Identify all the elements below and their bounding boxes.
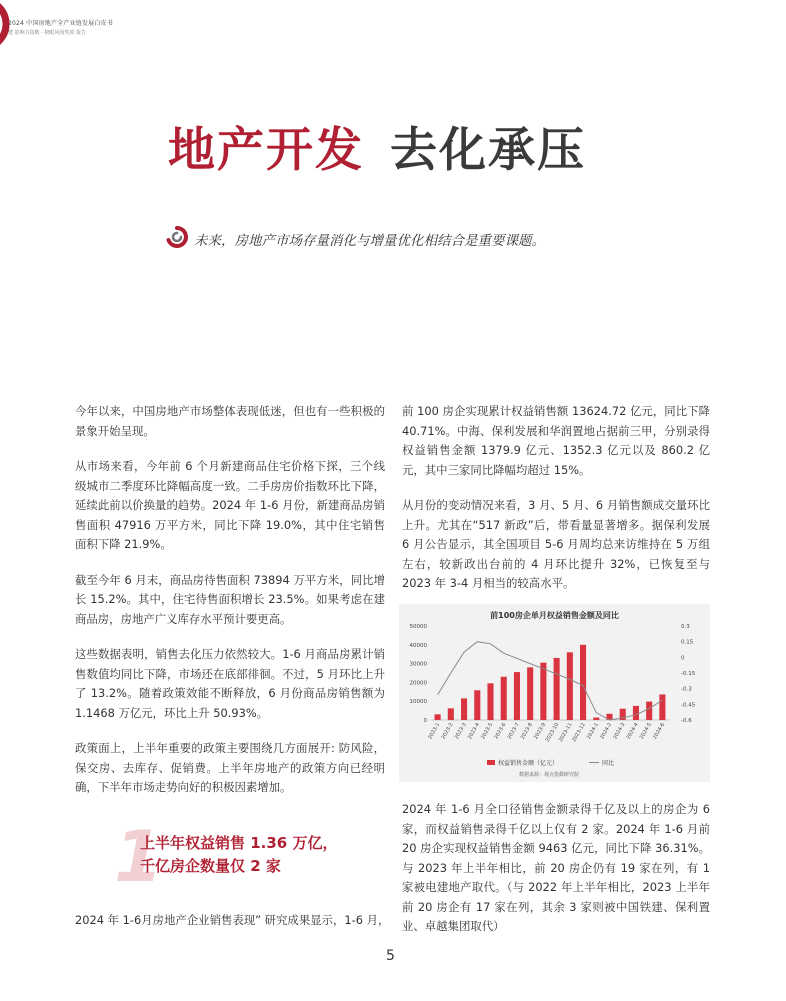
right-column-top: [402, 402, 710, 610]
x-tick-label: 2024-2: [599, 722, 614, 741]
x-tick-label: 2023-10: [544, 722, 561, 744]
y2-tick-label: 0.3: [681, 624, 690, 630]
paragraph: 政策面上，上半年重要的政策主要围绕几方面展开: 防风险，保交房、去库存、促销费。上半年房地产的政策方向已经明确，下半年市场走势向好的积极因素增加。: [75, 741, 385, 794]
x-tick-label: 2023-1: [427, 722, 442, 741]
chart-source: 数据来源：观点指数研究院: [518, 772, 580, 778]
header-report-subtitle: 暨 影响力指数 · 榜眼风尚奖项 报告: [8, 30, 86, 36]
paragraph: 今年以来，中国房地产市场整体表现低迷，但也有一些积极的景象开始呈现。: [75, 404, 385, 438]
bar: [554, 658, 560, 720]
page-title-part1: 地产开发: [168, 123, 364, 178]
x-tick-label: 2023-2: [440, 722, 455, 741]
y2-tick-label: 0.15: [681, 639, 694, 646]
legend-line-label: 同比: [602, 760, 615, 767]
y2-tick-label: -0.15: [681, 671, 696, 677]
left-column: [75, 402, 385, 814]
x-tick-label: 2024-3: [612, 722, 627, 741]
legend-bar-swatch: [487, 760, 495, 765]
x-tick-label: 2024-4: [625, 722, 640, 741]
bar: [659, 694, 665, 720]
bar: [474, 690, 480, 720]
x-tick-label: 2024-1: [585, 722, 601, 741]
y-tick-label: 0: [423, 718, 427, 724]
section-heading-line2: 千亿房企数量仅 2 家: [140, 857, 281, 875]
x-tick-label: 2023-5: [480, 722, 495, 741]
sales-chart-panel: [399, 604, 710, 782]
paragraph: 前 100 房企实现累计权益销售额 13624.72 亿元，同比下降 40.71%。中海、保利发展和华润置地占据前三甲，分别录得权益销售金额 1379.9 亿元、1352.3 亿元以及 860.2 亿元，其中三家同比降幅均超过 15%。: [402, 404, 710, 477]
legend-bar-label: 权益销售金额（亿元）: [498, 760, 559, 767]
x-tick-label: 2023-6: [493, 722, 508, 741]
x-tick-label: 2024-5: [638, 722, 653, 741]
x-tick-label: 2024-6: [652, 722, 667, 741]
y-tick-label: 20000: [409, 680, 427, 687]
bar: [646, 702, 652, 720]
section-number: 1: [114, 816, 163, 898]
section-heading: [140, 832, 337, 878]
paragraph: 截至今年 6 月末，商品房待售面积 73894 万平方米，同比增长 15.2%。其中，住宅待售面积增长 23.5%。如果考虑在建商品房，房地产广义库存水平预计要更高。: [75, 572, 385, 626]
y-tick-label: 30000: [409, 661, 427, 668]
x-tick-label: 2023-3: [453, 722, 468, 741]
bar: [448, 708, 454, 720]
bar: [501, 677, 507, 720]
x-tick-label: 2023-8: [519, 722, 534, 741]
paragraph: 2024 年 1-6 月全口径销售金额录得千亿及以上的房企为 6 家，而权益销售录得千亿以上仅有 2 家。2024 年 1-6 月前 20 房企实现权益销售金额 9463 亿元，同比下降 36.31%。与 2023 年上半年相比，前 20 房企仍有 19 家在列，有 1 家被电建地产取代。（与 2022 年上半年相比，2023 上半年前 20 房企有 17 家在列，其余 3 家则被中国铁建、保利置业、卓越集团取代）: [402, 802, 710, 933]
sales-chart: [399, 604, 710, 782]
paragraph: 从月份的变动情况来看，3 月、5 月、6 月销售额成交量环比上升。尤其在“517 新政”后，带看量显著增多。据保利发展 6 月公告显示，其全国项目 5-6 月周均总来访维持在 5 万组左右，较新政出台前的 4 月环比提升 32%，已恢复至与 2023 年 3-4 月相当的较高水平。: [402, 498, 710, 590]
page-number: 5: [386, 948, 395, 964]
chart-title: 前100房企单月权益销售金额及同比: [490, 611, 619, 620]
section-heading-line1: 上半年权益销售 1.36 万亿，: [140, 834, 338, 852]
x-tick-label: 2023-9: [533, 722, 548, 741]
bar: [567, 652, 573, 720]
x-tick-label: 2023-11: [557, 722, 574, 744]
paragraph: 从市场来看，今年前 6 个月新建商品住宅价格下探，三个线级城市二季度环比降幅高度一致。二手房房价指数环比下降，延续此前以价换量的趋势。2024 年 1-6 月份，新建商品房销售面积 47916 万平方米，同比下降 19.0%，其中住宅销售面积下降 21.9%。: [75, 459, 385, 551]
y2-tick-label: -0.45: [681, 702, 696, 709]
page-subtitle: 未来，房地产市场存量消化与增量优化相结合是重要课题。: [194, 233, 545, 249]
paragraph-continued: 2024 年 1-6月房地产企业销售表现” 研究成果显示，1-6 月，: [75, 913, 390, 927]
header-report-title: 2024 中国房地产全产业链发展白皮书: [8, 20, 113, 27]
bar: [514, 672, 520, 720]
y2-tick-label: -0.6: [681, 718, 692, 724]
y2-tick-label: -0.3: [681, 686, 692, 693]
x-tick-label: 2023-7: [506, 722, 521, 741]
paragraph: 这些数据表明，销售去化压力依然较大。1-6 月商品房累计销售数值均同比下降，市场还在底部徘徊。不过，5 月环比上升了 13.2%。随着政策效能不断释放，6 月份商品房销售额为 1.1468 万亿元，环比上升 50.93%。: [75, 647, 385, 720]
swirl-bullet-icon: [166, 226, 188, 248]
yoy-line: [438, 642, 663, 720]
x-tick-label: 2023-12: [571, 722, 587, 744]
bar: [540, 663, 546, 720]
right-column-bottom: [402, 800, 710, 953]
bar: [580, 645, 586, 720]
bar: [435, 714, 441, 720]
x-tick-label: 2023-4: [466, 722, 482, 741]
bar: [527, 667, 533, 720]
y-tick-label: 50000: [409, 624, 427, 630]
bar: [487, 683, 493, 720]
bar: [461, 698, 467, 720]
y2-tick-label: 0: [681, 655, 685, 662]
page-title-part2: 去化承压: [390, 123, 586, 178]
bar: [633, 706, 639, 720]
page-title: [168, 113, 586, 180]
y-tick-label: 10000: [409, 699, 427, 706]
bar: [593, 718, 599, 720]
y-tick-label: 40000: [409, 642, 427, 649]
